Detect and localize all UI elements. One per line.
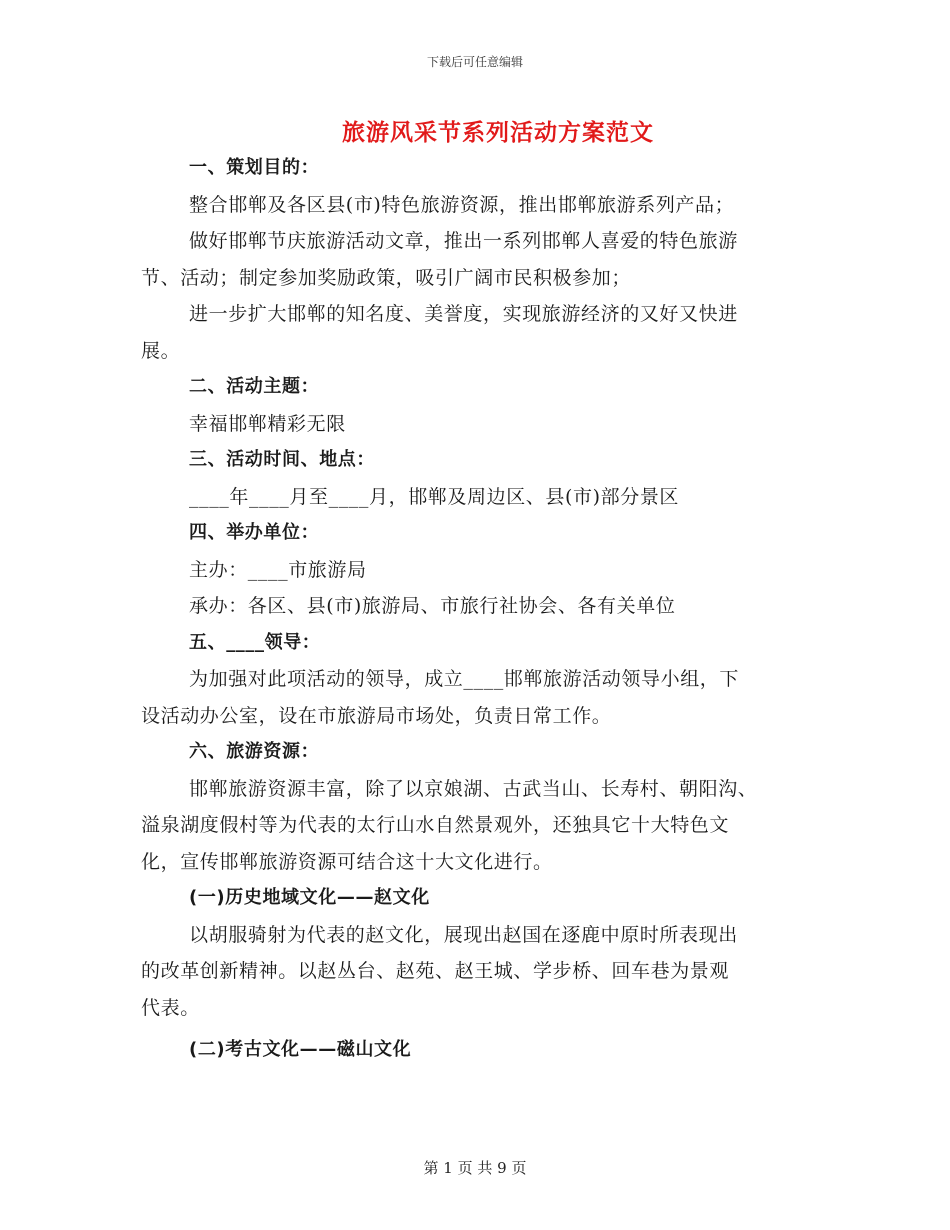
section-heading: 六、旅游资源： (189, 741, 320, 762)
section-heading: 四、举办单位： (189, 522, 320, 543)
paragraph-line: 整合邯郸及各区县(市)特色旅游资源，推出邯郸旅游系列产品； (189, 193, 735, 216)
section-heading: 二、活动主题： (189, 376, 320, 397)
paragraph-line: 的改革创新精神。以赵丛台、赵苑、赵王城、学步桥、回车巷为景观 (141, 960, 730, 982)
paragraph-line: 幸福邯郸精彩无限 (189, 412, 346, 435)
paragraph-line: ____年____月至____月，邯郸及周边区、县(市)部分景区 (189, 485, 680, 508)
section-heading: 五、____领导： (189, 631, 321, 653)
section-heading: 一、策划目的： (189, 157, 320, 178)
document-title: 旅游风采节系列活动方案范文 (342, 119, 654, 146)
paragraph-line: 承办：各区、县(市)旅游局、市旅行社协会、各有关单位 (189, 595, 676, 617)
paragraph-line: 设活动办公室，设在市旅游局市场处，负责日常工作。 (141, 704, 612, 727)
page-number: 第 1 页 共 9 页 (423, 1159, 527, 1177)
section-heading: (二)考古文化——磁山文化 (189, 1039, 412, 1060)
paragraph-line: 化，宣传邯郸旅游资源可结合这十大文化进行。 (141, 850, 553, 873)
paragraph-line: 展。 (141, 339, 181, 362)
paragraph-line: 以胡服骑射为代表的赵文化，展现出赵国在逐鹿中原时所表现出 (189, 923, 738, 946)
document-body (141, 150, 811, 1069)
paragraph-line: 主办：____市旅游局 (189, 558, 367, 581)
section-heading: 三、活动时间、地点： (189, 449, 375, 470)
paragraph-line: 邯郸旅游资源丰富，除了以京娘湖、古武当山、长寿村、朝阳沟、 (189, 777, 758, 800)
paragraph-line: 做好邯郸节庆旅游活动文章，推出一系列邯郸人喜爱的特色旅游 (189, 230, 738, 252)
paragraph-line: 为加强对此项活动的领导，成立____邯郸旅游活动领导小组，下 (189, 668, 740, 690)
paragraph-line: 溢泉湖度假村等为代表的太行山水自然景观外，还独具它十大特色文 (141, 814, 730, 836)
paragraph-line: 进一步扩大邯郸的知名度、美誉度，实现旅游经济的又好又快进 (189, 303, 738, 325)
page-header-note: 下载后可任意编辑 (426, 55, 523, 69)
section-heading: (一)历史地域文化——赵文化 (189, 887, 430, 908)
paragraph-line: 节、活动；制定参加奖励政策，吸引广阔市民积极参加； (141, 266, 632, 289)
paragraph-line: 代表。 (141, 996, 200, 1019)
